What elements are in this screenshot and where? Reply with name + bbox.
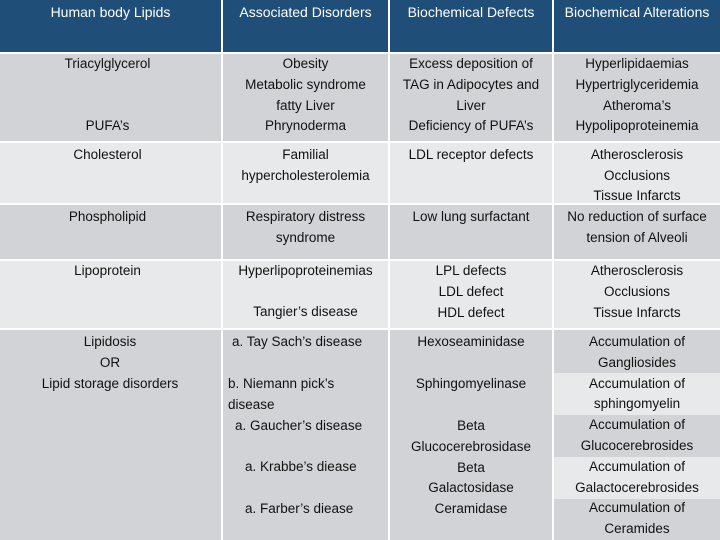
alterations-cell: Atherosclerosis Occlusions	[590, 147, 684, 183]
header-label: Human body Lipids	[50, 4, 171, 20]
column-divider	[388, 0, 390, 540]
disorder-item: b. Niemann pick’s	[228, 376, 335, 391]
header-defects	[390, 0, 552, 52]
header-lipids	[0, 0, 221, 52]
disorder-item: a. Gaucher’s disease	[235, 418, 363, 433]
table-row	[0, 54, 720, 141]
defects-cell: Beta Glucocerebrosidase Beta Galactosidase Ceramidase	[410, 418, 532, 517]
header-label: Biochemical Defects	[407, 4, 535, 20]
lipid-cell: PUFA’s	[85, 118, 130, 133]
alterations-cell: No reduction of surface tension of Alveoli	[567, 209, 707, 245]
column-divider	[221, 0, 223, 540]
disorder-item: a. Krabbe’s diease	[245, 459, 357, 474]
disorder-item: a. Tay Sach’s disease	[232, 334, 363, 349]
alterations-cell: Hyperlipidaemias Hypertriglyceridemia Atheroma’s Hypolipoproteinemia	[575, 56, 699, 134]
column-divider	[552, 0, 554, 540]
table-row	[0, 205, 720, 259]
defects-cell: LPL defects LDL defect HDL defect	[435, 263, 507, 320]
defects-cell: Low lung surfactant	[412, 209, 530, 224]
header-label: Associated Disorders	[239, 4, 372, 20]
alterations-cell-overflow: Tissue Infarcts	[593, 188, 681, 203]
lipid-cell: Phospholipid	[68, 209, 147, 224]
lipid-cell: Triacylglycerol	[64, 56, 151, 71]
defects-cell: Excess deposition of TAG in Adipocytes and Liver Deficiency of PUFA’s	[402, 56, 540, 134]
defects-cell: Sphingomyelinase	[415, 376, 527, 391]
defects-cell: Hexoseaminidase	[417, 334, 525, 349]
disorder-item: disease	[228, 397, 275, 412]
disorders-cell: Obesity Metabolic syndrome fatty Liver Phrynoderma	[245, 56, 366, 134]
table-row	[0, 261, 720, 328]
alterations-cell: Atherosclerosis Occlusions Tissue Infarcts	[590, 263, 684, 320]
lipid-cell: Cholesterol	[73, 147, 142, 162]
defects-cell: LDL receptor defects	[408, 147, 534, 162]
lipid-cell: Lipidosis OR Lipid storage disorders	[41, 334, 179, 391]
header-disorders	[223, 0, 388, 52]
disorders-cell: Familial hypercholesterolemia	[241, 147, 370, 183]
disorder-item: a. Farber’s diease	[245, 501, 354, 516]
alterations-cell: Accumulation of Gangliosides Accumulation of sphingomyelin Accumulation of Glucocerebrosides Accumulation of Galactocerebrosides Accumulation of Ceramides	[575, 334, 699, 537]
disorders-cell: Respiratory distress syndrome	[245, 209, 366, 245]
lipid-cell: Lipoprotein	[74, 263, 141, 278]
header-alterations	[554, 0, 720, 52]
disorders-cell: Tangier’s disease	[253, 304, 358, 319]
disorders-cell: Hyperlipoproteinemias	[238, 263, 373, 278]
header-label: Biochemical Alterations	[564, 4, 710, 20]
